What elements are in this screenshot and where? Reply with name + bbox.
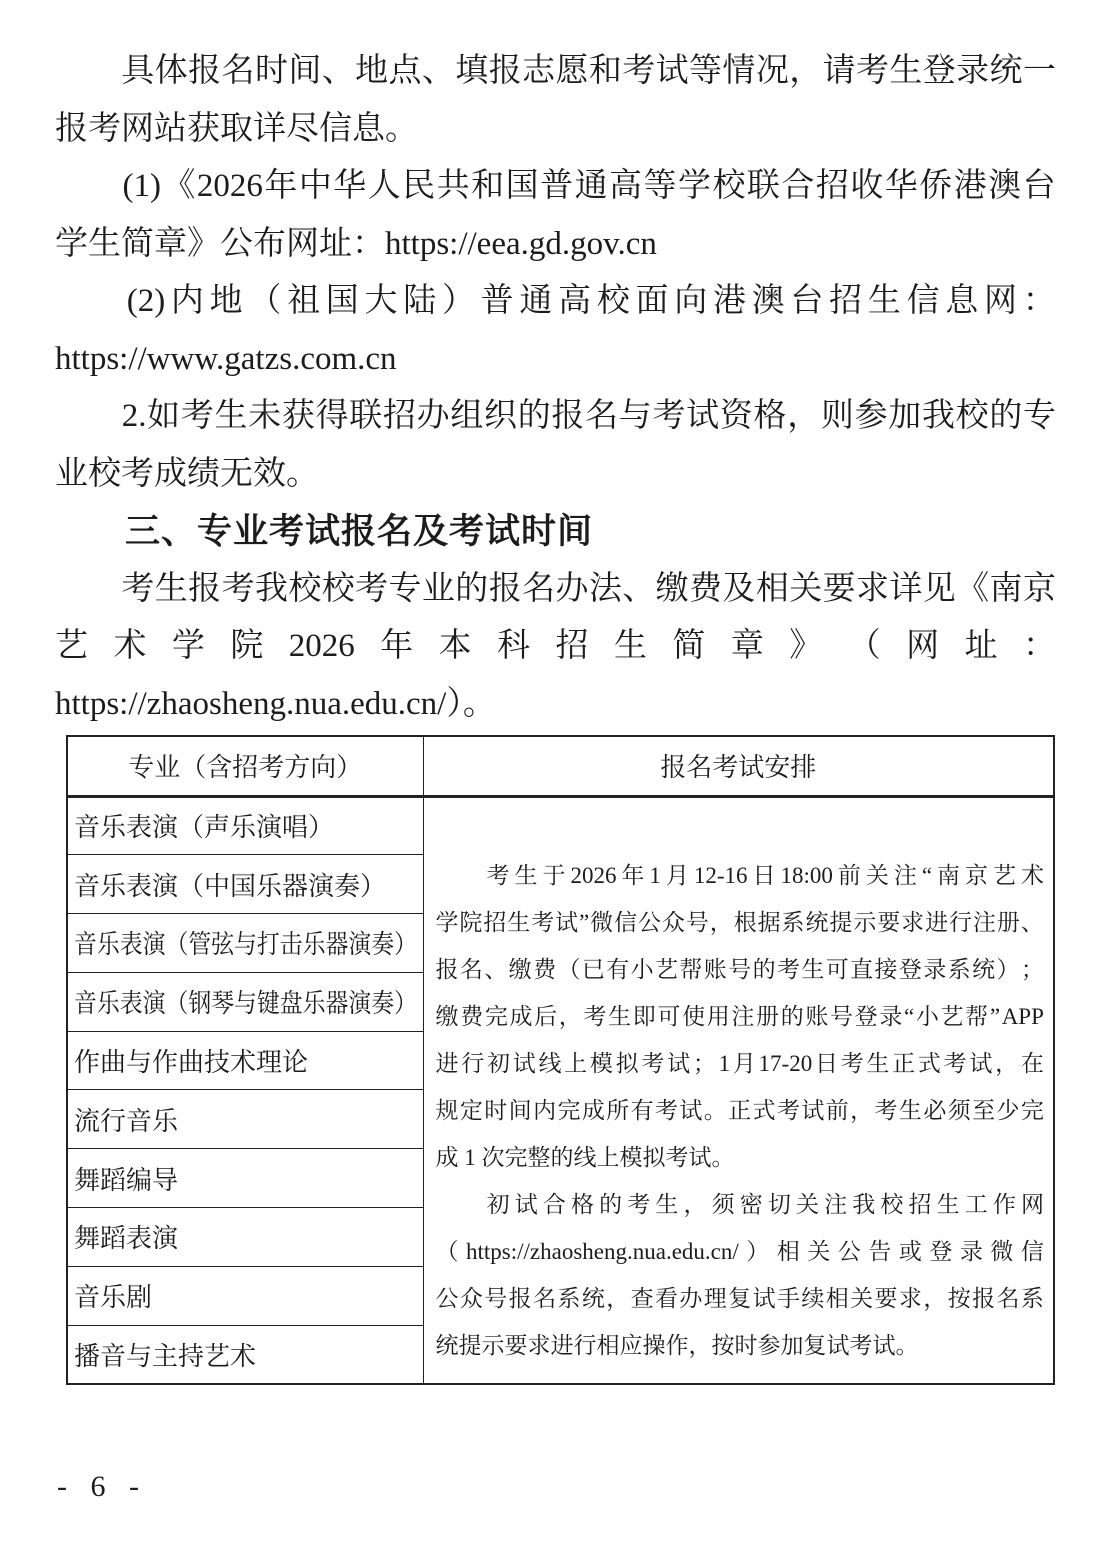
- doc-line: 报考网站获取详尽信息。: [55, 110, 418, 147]
- major-label: 舞蹈编导: [74, 1165, 179, 1195]
- major-cell: [67, 1031, 423, 1090]
- schedule-line: 成 1 次完整的线上模拟考试。: [435, 1144, 735, 1170]
- major-cell: [67, 1090, 423, 1149]
- doc-line: 艺 术 学 院 2026 年 本 科 招 生 简 章 》 （ 网 址 ：: [55, 628, 1056, 664]
- major-label: 作曲与作曲技术理论: [74, 1048, 309, 1078]
- page-number: - 6 -: [57, 1470, 147, 1503]
- doc-line: 具 体 报 名 时 间 、 地 点 、 填 报 志 愿 和 考 试 等 情 况 ， 请 考 生 登 录 统 一: [121, 53, 1056, 89]
- major-label: 音乐表演（声乐演唱）: [74, 813, 335, 843]
- section-heading: 三、专业考试报名及考试时间: [125, 512, 594, 551]
- doc-line: 业校考成绩无效。: [55, 455, 319, 492]
- major-label: 播音与主持艺术: [74, 1341, 257, 1371]
- schedule-line: 初 试 合 格 的 考 生 ， 须 密 切 关 注 我 校 招 生 工 作 网: [486, 1191, 1044, 1217]
- major-label: 舞蹈表演: [74, 1224, 179, 1254]
- schedule-line: 报 名 、 缴 费 （ 已 有 小 艺 帮 账 号 的 考 生 可 直 接 登 录 系 统 ） ；: [435, 956, 1044, 982]
- schedule-line: 统提示要求进行相应操作，按时参加复试考试。: [435, 1332, 919, 1358]
- schedule-cell: [423, 796, 1054, 1384]
- exam-schedule-table: [66, 735, 1055, 1385]
- major-label: 流行音乐: [74, 1106, 179, 1136]
- schedule-line: 进 行 初 试 线 上 模 拟 考 试 ； 1 月 17-20 日 考 生 正 式 考 试 ， 在: [435, 1050, 1044, 1076]
- doc-line-url: https://www.gatzs.com.cn: [55, 340, 397, 377]
- column-header-major: 专业（含招考方向）: [67, 736, 423, 796]
- doc-line: (1) 《 2026 年 中 华 人 民 共 和 国 普 通 高 等 学 校 联 合 招 收 华 侨 港 澳 台: [122, 168, 1056, 204]
- major-cell: [67, 1325, 423, 1384]
- major-cell: [67, 796, 423, 855]
- schedule-line: 公 众 号 报 名 系 统 ， 查 看 办 理 复 试 手 续 相 关 要 求 ， 按 报 名 系: [435, 1285, 1044, 1311]
- schedule-line: 缴 费 完 成 后 ， 考 生 即 可 使 用 注 册 的 账 号 登 录 “ 小 艺 帮 ” APP: [435, 1003, 1044, 1029]
- doc-line: 2. 如 考 生 未 获 得 联 招 办 组 织 的 报 名 与 考 试 资 格 ， 则 参 加 我 校 的 专: [121, 398, 1056, 434]
- doc-line-url: https://zhaosheng.nua.edu.cn/）。: [55, 685, 496, 722]
- major-cell: [67, 855, 423, 914]
- schedule-line: 考 生 于 2026 年 1 月 12-16 日 18:00 前 关 注 “ 南 京 艺 术: [486, 862, 1044, 888]
- major-cell: [67, 972, 423, 1031]
- major-label: 音乐表演（管弦与打击乐器演奏）: [74, 930, 417, 960]
- doc-line: 考 生 报 考 我 校 校 考 专 业 的 报 名 办 法 、 缴 费 及 相 关 要 求 详 见 《 南 京: [121, 570, 1056, 607]
- major-label: 音乐剧: [74, 1283, 153, 1313]
- schedule-line: 学 院 招 生 考 试 ” 微 信 公 众 号 ， 根 据 系 统 提 示 要 求 进 行 注 册 、: [435, 909, 1044, 935]
- doc-line-url: 学生简章》公布网址：https://eea.gd.gov.cn: [55, 225, 657, 262]
- major-label: 音乐表演（钢琴与键盘乐器演奏）: [74, 989, 417, 1019]
- schedule-line: （ https://zhaosheng.nua.edu.cn/ ） 相 关 公 告 或 登 录 微 信: [435, 1238, 1044, 1264]
- major-cell: [67, 1266, 423, 1325]
- document-body: [55, 43, 1056, 733]
- major-label: 音乐表演（中国乐器演奏）: [74, 871, 387, 901]
- doc-line: (2) 内 地 （ 祖 国 大 陆 ） 普 通 高 校 面 向 港 澳 台 招 生 信 息 网 ：: [126, 283, 1056, 319]
- column-header-schedule: 报名考试安排: [423, 736, 1054, 796]
- major-cell: [67, 1149, 423, 1208]
- major-cell: [67, 1208, 423, 1267]
- major-cell: [67, 914, 423, 973]
- schedule-line: 规 定 时 间 内 完 成 所 有 考 试 。 正 式 考 试 前 ， 考 生 必 须 至 少 完: [435, 1097, 1044, 1123]
